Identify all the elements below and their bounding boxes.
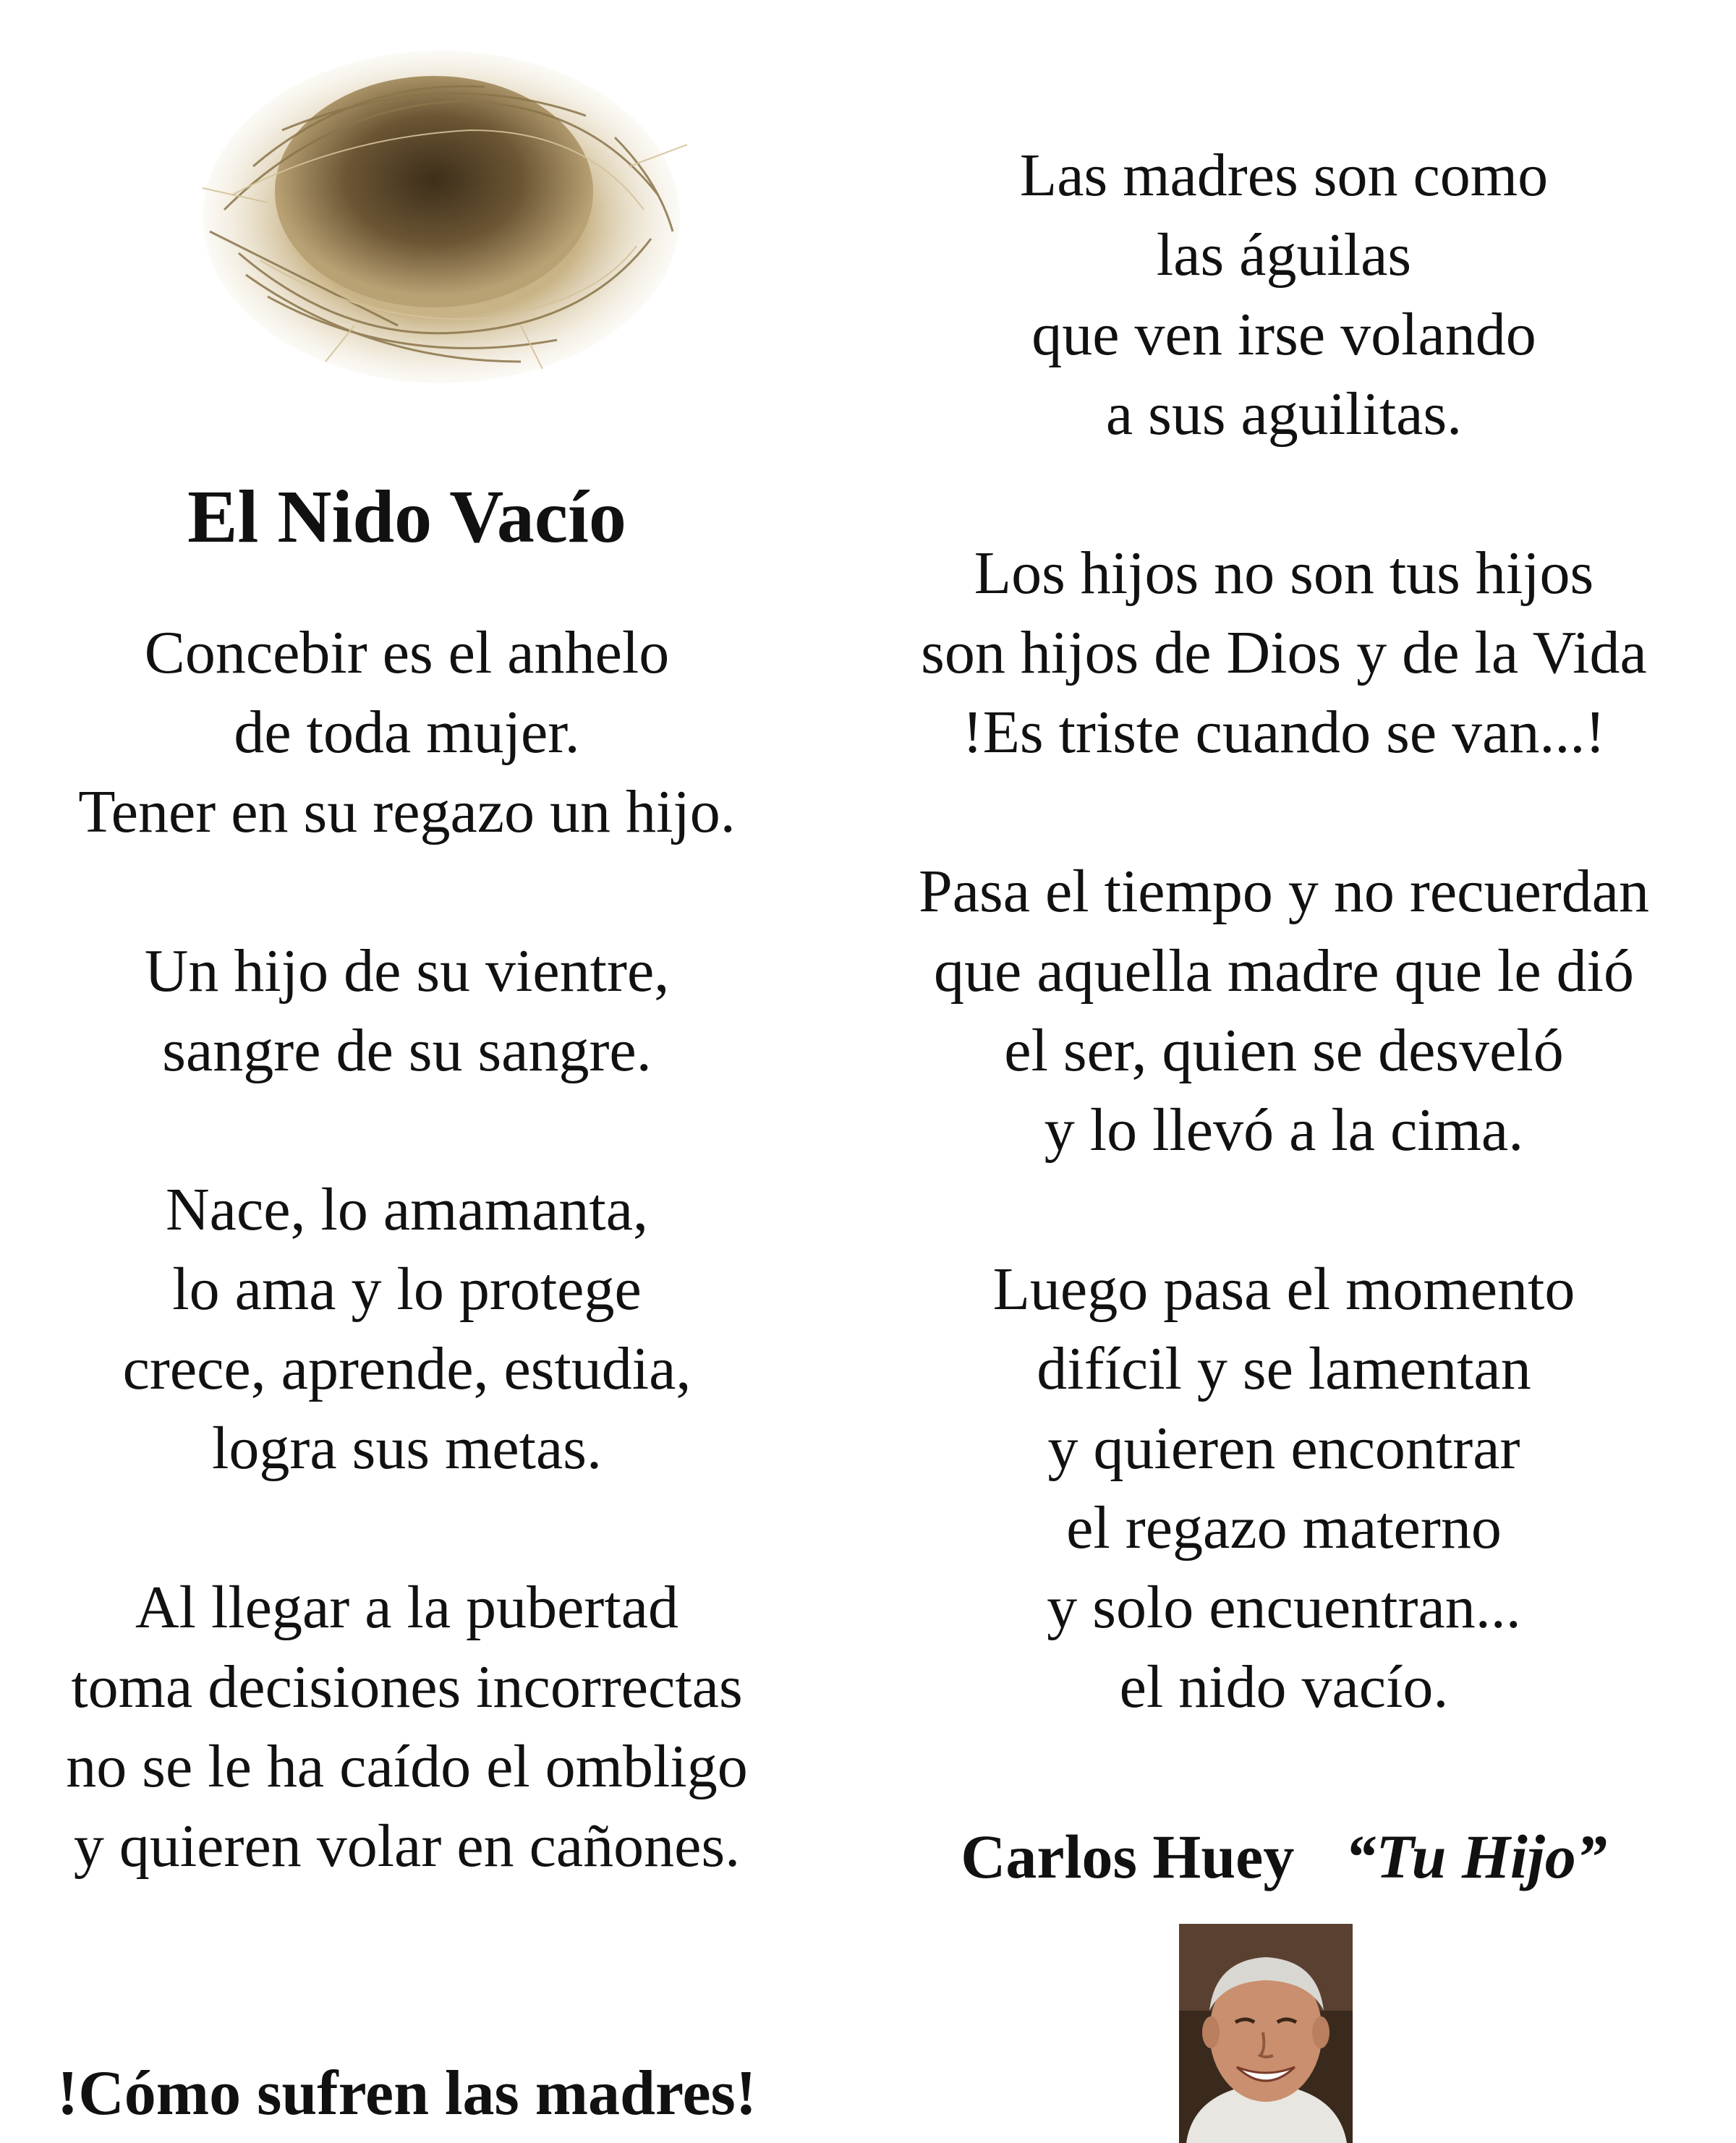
poem-line: las águilas: [1156, 221, 1412, 289]
author-portrait: [1179, 1924, 1353, 2143]
poem-line: y lo llevó a la cima.: [1044, 1096, 1524, 1164]
poem-line: que aquella madre que le dió: [934, 937, 1634, 1005]
poem-line: !Es triste cuando se van...!: [962, 699, 1606, 766]
poem-line: Un hijo de su vientre,: [144, 937, 670, 1005]
poem-line: el ser, quien se desveló: [1004, 1017, 1564, 1084]
poem-line: y quieren encontrar: [1047, 1415, 1520, 1482]
poem-line: de toda mujer.: [234, 699, 580, 766]
poem-line: a sus aguilitas.: [1105, 380, 1463, 448]
poem-line: el nido vacío.: [1119, 1653, 1449, 1721]
bird-nest-image: [181, 22, 702, 398]
closing-line: !Cómo sufren las madres!: [56, 2058, 757, 2129]
poem-line: difícil y se lamentan: [1037, 1335, 1531, 1402]
poem-line: Concebir es el anhelo: [144, 619, 670, 686]
work-title: “Tu Hijo”: [1345, 1822, 1607, 1891]
author-signature: [832, 1817, 1736, 1896]
poem-line: no se le ha caído el ombligo: [66, 1733, 748, 1800]
poem-line: el regazo materno: [1066, 1494, 1502, 1562]
poem-line: Al llegar a la pubertad: [135, 1574, 678, 1641]
poem-line: Luego pasa el momento: [992, 1256, 1575, 1323]
author-name: Carlos Huey: [961, 1822, 1295, 1891]
poem-line: sangre de su sangre.: [162, 1017, 652, 1084]
poem-line: Pasa el tiempo y no recuerdan: [919, 858, 1649, 925]
poem-line: y quieren volar en cañones.: [73, 1812, 741, 1880]
poem-title: El Nido Vacío: [187, 475, 626, 558]
poem-line: crece, aprende, estudia,: [122, 1335, 692, 1402]
poem-line: Nace, lo amamanta,: [166, 1176, 648, 1243]
poem-line: y solo encuentran...: [1047, 1574, 1521, 1641]
poem-line: toma decisiones incorrectas: [71, 1653, 743, 1721]
poem-line: que ven irse volando: [1031, 301, 1536, 368]
poem-line: Los hijos no son tus hijos: [974, 540, 1594, 607]
poem-line: lo ama y lo protege: [172, 1256, 642, 1323]
poem-line: son hijos de Dios y de la Vida: [921, 619, 1647, 686]
poem-line: Las madres son como: [1019, 142, 1549, 209]
poem-line: logra sus metas.: [212, 1415, 602, 1482]
poem-line: Tener en su regazo un hijo.: [78, 778, 736, 845]
